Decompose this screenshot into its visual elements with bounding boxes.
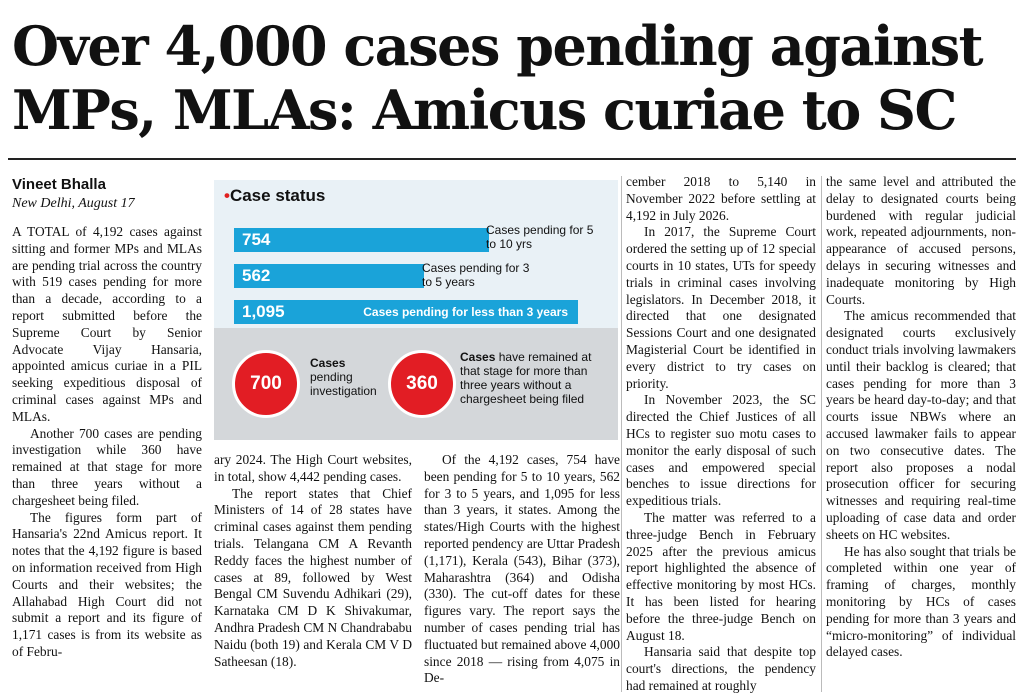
circle-label: Cases pending investigation bbox=[310, 356, 377, 398]
paragraph: In November 2023, the SC directed the Chief Justices of all HCs to register suo motu cases to monitor the early disposal of such cases and empowered special benches to issue directions for expeditious trials. bbox=[626, 392, 816, 509]
article-column-3 bbox=[424, 452, 620, 687]
headline: Over 4,000 cases pending against MPs, MLAs: Amicus curiae to SC bbox=[12, 14, 983, 142]
pending-investigation-panel bbox=[214, 328, 618, 440]
column-divider bbox=[821, 176, 822, 692]
headline-rule bbox=[8, 158, 1016, 160]
paragraph: The report states that Chief Ministers of 14 of 28 states have criminal cases against them pending trials. Telangana CM A Revanth Reddy faces the highest number of cases at 89, followed by West Bengal CM Suvendu Adhikari (29), Karnataka CM D K Shivakumar, Andhra Pradesh CM N Chandrababu Naidu (both 19) and Kerala CM V D Satheesan (18). bbox=[214, 485, 412, 669]
paragraph: In 2017, the Supreme Court ordered the setting up of 12 special courts in 10 states, UTs for speedy trials in criminal cases involving legislators. In December 2018, it directed that one designated Sessions Court and one designated Magisterial Court be identified in every district to try cases on priority. bbox=[626, 224, 816, 391]
article-column-5 bbox=[826, 174, 1016, 661]
paragraph: Another 700 cases are pending investigation while 360 have remained at that stage for more than three years without a chargesheet being filed. bbox=[12, 425, 202, 508]
bar-value: 754 bbox=[242, 230, 271, 249]
article-column-1 bbox=[12, 224, 202, 661]
bar-label: Cases pending for 5 to 10 yrs bbox=[486, 223, 594, 251]
bar-value: 562 bbox=[242, 266, 271, 285]
article-column-2 bbox=[214, 452, 412, 670]
column-divider bbox=[621, 176, 622, 692]
bar-value: 1,095 bbox=[242, 302, 285, 321]
circle-700: 700 bbox=[232, 350, 300, 418]
case-status-graphic bbox=[214, 180, 618, 440]
paragraph: A TOTAL of 4,192 cases against sitting and former MPs and MLAs are pending trial across the country with 519 cases pending for more than a decade, according to a report submitted before the Supreme Court by Senior Advocate Vijay Hansaria, appointed amicus curiae in a PIL seeking expeditious disposal of criminal cases against MPs and MLAs. bbox=[12, 224, 202, 424]
bar-label: Cases pending for less than 3 years bbox=[363, 305, 568, 319]
byline: Vineet Bhalla bbox=[12, 176, 106, 193]
paragraph: The figures form part of Hansaria's 22nd Amicus report. It notes that the 4,192 figure is based on information received from High Courts and their websites; the Allahabad High Court did not submit a report and its figure of 1,171 cases is from its website as of Febru- bbox=[12, 509, 202, 659]
article-column-4 bbox=[626, 174, 816, 695]
circle-360: 360 bbox=[388, 350, 456, 418]
dateline: New Delhi, August 17 bbox=[12, 196, 135, 211]
graphic-title: •Case status bbox=[224, 186, 326, 205]
paragraph: cember 2018 to 5,140 in November 2022 before settling at 4,192 in July 2026. bbox=[626, 174, 816, 223]
bar-less-than-3-years bbox=[234, 300, 578, 324]
circle-label: Cases have remained at that stage for more than three years without a chargesheet being filed bbox=[460, 350, 592, 406]
paragraph: He has also sought that trials be completed within one year of framing of charges, monthly monitoring by HCs of cases pending for more than 3 years and “micro-monitoring” of individual delayed cases. bbox=[826, 543, 1016, 660]
bar-label: Cases pending for 3 to 5 years bbox=[422, 261, 530, 289]
bar-3-to-5-years bbox=[234, 264, 424, 288]
paragraph: the same level and attributed the delay to designated courts being burdened with regular judicial work, repeated adjournments, non-appearance of accused persons, delays in securing witnesses and inadequate monitoring by High Courts. bbox=[826, 174, 1016, 307]
paragraph: Hansaria said that despite top court's directions, the pendency had remained at roughly bbox=[626, 644, 816, 693]
paragraph: The amicus recommended that designated courts exclusively conduct trials involving lawmakers until their backlog is cleared; that cases pending for more than 3 years be heard day-to-day; and that courts issue NBWs where an accused lawmaker fails to appear on two consecutive dates. The report also proposes a nodal prosecution officer for securing witnesses and requiring real-time uploading of case data and order sheets on HC websites. bbox=[826, 308, 1016, 542]
bar-5-to-10-years bbox=[234, 228, 489, 252]
paragraph: The matter was referred to a three-judge Bench in February 2025 after the previous amicus report highlighted the absence of effective monitoring by most HCs. It has been listed for hearing before the three-judge Bench on August 18. bbox=[626, 509, 816, 643]
paragraph: ary 2024. The High Court websites, in total, show 4,442 pending cases. bbox=[214, 452, 412, 484]
paragraph: Of the 4,192 cases, 754 have been pending for 5 to 10 years, 562 for 3 to 5 years, and 1,095 for less than 3 years, it states. Among the states/High Courts with the highest reported pendency are Uttar Pradesh (1,171), Kerala (543), Bihar (373), Maharashtra (364) and Odisha (330). The cut-off dates for these figures vary. The report says the number of cases pending trial has fluctuated but remained above 4,000 since 2018 — rising from 4,075 in De- bbox=[424, 452, 620, 686]
